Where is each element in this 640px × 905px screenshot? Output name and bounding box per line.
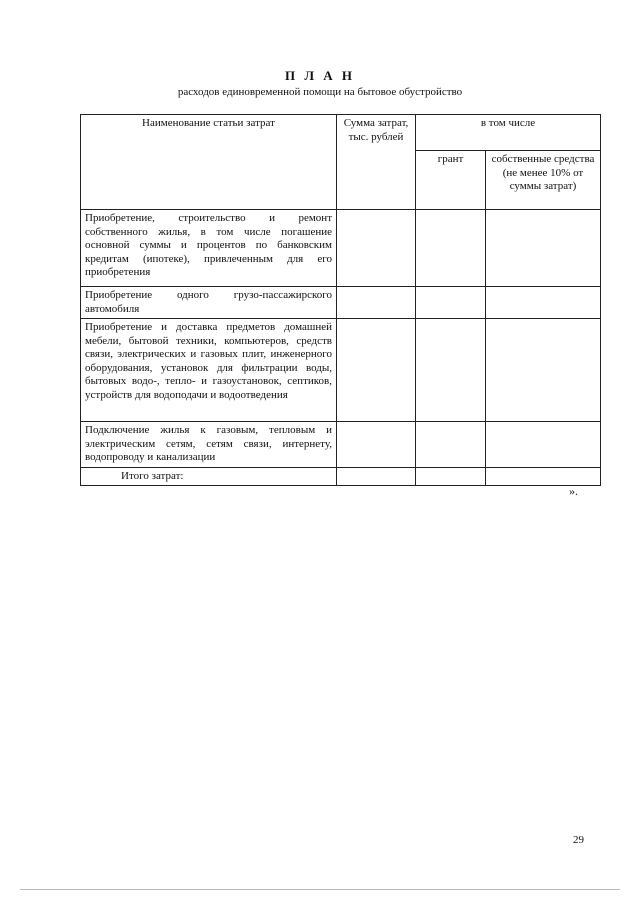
total-label: Итого затрат: [81, 467, 337, 486]
document-subtitle: расходов единовременной помощи на бытовое обустройство [177, 86, 463, 98]
row-own-funds-cell [486, 319, 601, 422]
scan-edge-line [20, 889, 620, 890]
row-own-funds-cell [486, 422, 601, 468]
row-sum-cell [337, 422, 416, 468]
row-expense-name: Подключение жилья к газовым, тепловым и электрическим сетям, сетям связи, интернету, водопроводу и канализации [81, 422, 337, 468]
table-row [81, 287, 601, 319]
row-sum-cell [337, 319, 416, 422]
header-grant: грант [416, 151, 486, 210]
table-header-row [81, 115, 601, 151]
row-expense-name: Приобретение, строительство и ремонт собственного жилья, в том числе погашение основной суммы и процентов по банковским кредитам (ипотеке), привлеченным для его приобретения [81, 210, 337, 287]
header-sum: Сумма затрат, тыс. рублей [337, 115, 416, 210]
row-own-funds-cell [486, 287, 601, 319]
table-row [81, 319, 601, 422]
table-row [81, 210, 601, 287]
total-grant-cell [416, 467, 486, 486]
header-own-funds: собственные средства (не менее 10% от суммы затрат) [486, 151, 601, 210]
row-expense-name: Приобретение одного грузо-пассажирского автомобиля [81, 287, 337, 319]
row-grant-cell [416, 319, 486, 422]
total-own-funds-cell [486, 467, 601, 486]
expense-plan-table [80, 114, 601, 486]
row-sum-cell [337, 210, 416, 287]
row-own-funds-cell [486, 210, 601, 287]
total-sum-cell [337, 467, 416, 486]
row-grant-cell [416, 210, 486, 287]
table-total-row [81, 467, 601, 486]
table-row [81, 422, 601, 468]
closing-quote-mark: ». [569, 484, 578, 498]
row-grant-cell [416, 287, 486, 319]
row-expense-name: Приобретение и доставка предметов домашней мебели, бытовой техники, компьютеров, средств связи, электрических и газовых плит, инженерного оборудования, установок для фильтрации воды, бытовых водо-, тепло- и газоустановок, септиков, устройств для водоподачи и водоотведения [81, 319, 337, 422]
page-number: 29 [573, 834, 584, 846]
row-sum-cell [337, 287, 416, 319]
row-grant-cell [416, 422, 486, 468]
document-title: П Л А Н [284, 68, 356, 83]
header-expense-name: Наименование статьи затрат [81, 115, 337, 210]
header-including: в том числе [416, 115, 601, 151]
